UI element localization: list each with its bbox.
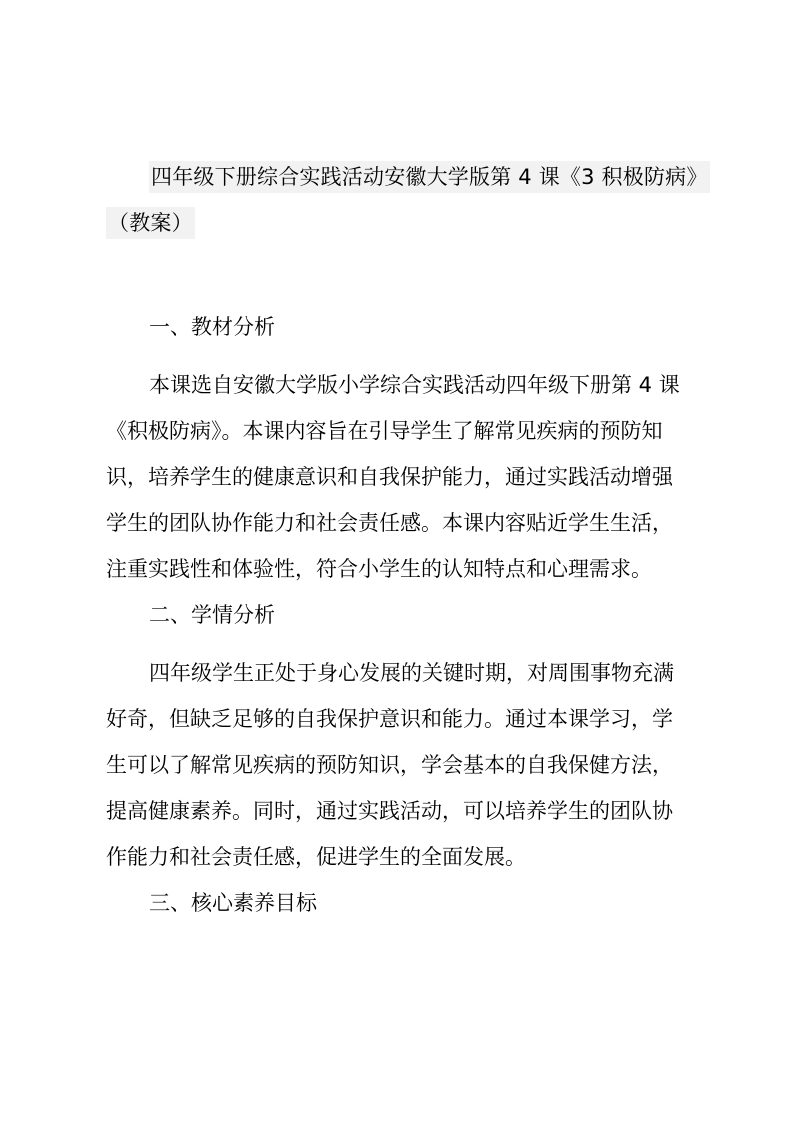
section-heading-3: 三、核心素养目标 bbox=[149, 891, 317, 915]
paragraph-line: 学生的团队协作能力和社会责任感。本课内容贴近学生生活， bbox=[106, 511, 673, 535]
paragraph-line: 作能力和社会责任感，促进学生的全面发展。 bbox=[106, 845, 526, 869]
paragraph-line: 识，培养学生的健康意识和自我保护能力，通过实践活动增强 bbox=[106, 465, 673, 489]
paragraph-line: 本课选自安徽大学版小学综合实践活动四年级下册第 4 课 bbox=[149, 373, 680, 397]
paragraph-line: 四年级学生正处于身心发展的关键时期，对周围事物充满 bbox=[149, 661, 674, 685]
paragraph-line: 提高健康素养。同时，通过实践活动，可以培养学生的团队协 bbox=[106, 799, 673, 823]
title-line-1-text: 四年级下册综合实践活动安徽大学版第 4 课《3 积极防病》 bbox=[149, 161, 710, 193]
title-line-2 bbox=[106, 200, 706, 246]
paragraph-line: 《积极防病》。本课内容旨在引导学生了解常见疾病的预防知 bbox=[106, 419, 663, 443]
document-body bbox=[106, 304, 706, 926]
title-line-1 bbox=[106, 154, 706, 200]
section-heading-1: 一、教材分析 bbox=[149, 315, 275, 339]
paragraph-line: 好奇，但缺乏足够的自我保护意识和能力。通过本课学习，学 bbox=[106, 707, 673, 731]
paragraph-line: 注重实践性和体验性，符合小学生的认知特点和心理需求。 bbox=[106, 557, 652, 581]
paragraph-line: 生可以了解常见疾病的预防知识，学会基本的自我保健方法， bbox=[106, 753, 673, 777]
section-paragraph-1 bbox=[106, 362, 706, 592]
section-heading-2: 二、学情分析 bbox=[149, 603, 275, 627]
document-title bbox=[106, 154, 706, 246]
title-line-2-text: （教案） bbox=[106, 207, 195, 239]
section-paragraph-2 bbox=[106, 650, 706, 880]
